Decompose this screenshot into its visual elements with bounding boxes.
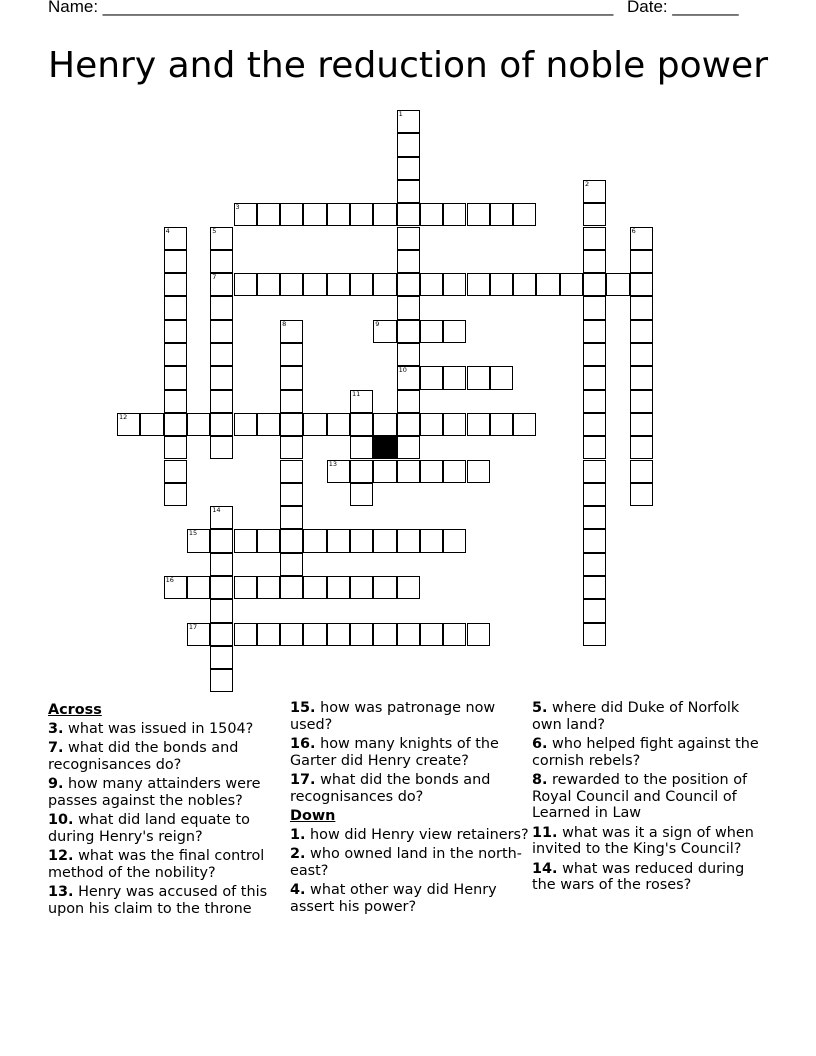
grid-cell[interactable] (280, 460, 303, 483)
grid-cell[interactable] (397, 366, 420, 389)
grid-cell[interactable] (280, 483, 303, 506)
clue-across-7 (48, 740, 288, 773)
grid-cell[interactable] (467, 460, 490, 483)
clue-text: what other way did Henry assert his power? (290, 882, 497, 915)
grid-cell[interactable] (583, 436, 606, 459)
grid-cell[interactable] (350, 390, 373, 413)
grid-cell[interactable] (420, 529, 443, 552)
grid-cell[interactable] (583, 576, 606, 599)
grid-cell[interactable] (536, 273, 559, 296)
grid-cell[interactable] (164, 227, 187, 250)
grid-cell[interactable] (630, 227, 653, 250)
grid-cell[interactable] (443, 529, 466, 552)
grid-cell[interactable] (513, 203, 536, 226)
clue-number: 1. (290, 826, 306, 843)
cell-number: 16 (165, 576, 174, 584)
grid-cell[interactable] (210, 296, 233, 319)
grid-cell[interactable] (350, 460, 373, 483)
grid-cell[interactable] (303, 576, 326, 599)
grid-cell[interactable] (630, 320, 653, 343)
name-field-label: Name: ______________________________________________________ (48, 0, 614, 16)
grid-cell[interactable] (397, 273, 420, 296)
grid-cell[interactable] (210, 576, 233, 599)
grid-cell[interactable] (164, 576, 187, 599)
grid-cell[interactable] (187, 576, 210, 599)
grid-cell[interactable] (257, 529, 280, 552)
clue-down-8 (532, 772, 772, 822)
clue-down-4 (290, 882, 530, 915)
cell-number: 1 (398, 110, 403, 118)
cell-number: 10 (398, 366, 407, 375)
grid-cell[interactable] (350, 483, 373, 506)
grid-cell[interactable] (350, 273, 373, 296)
cell-number: 9 (375, 319, 380, 328)
grid-cell[interactable] (630, 413, 653, 436)
grid-cell[interactable] (420, 413, 443, 436)
cell-number: 13 (328, 459, 337, 468)
grid-cell[interactable] (257, 413, 280, 436)
cell-number: 7 (212, 273, 217, 282)
clue-across-17 (290, 772, 530, 805)
grid-cell[interactable] (280, 576, 303, 599)
grid-cell[interactable] (280, 623, 303, 646)
grid-cell[interactable] (397, 110, 420, 133)
grid-cell[interactable] (420, 320, 443, 343)
grid-cell[interactable] (140, 413, 163, 436)
grid-cell[interactable] (280, 366, 303, 389)
grid-cell[interactable] (280, 413, 303, 436)
clue-text: how did Henry view retainers? (305, 826, 529, 843)
grid-cell[interactable] (257, 203, 280, 226)
grid-cell[interactable] (513, 413, 536, 436)
clue-number: 2. (290, 846, 306, 862)
grid-cell[interactable] (583, 180, 606, 203)
grid-cell[interactable] (210, 413, 233, 436)
grid-cell[interactable] (583, 273, 606, 296)
clue-down-5 (532, 700, 772, 733)
grid-cell[interactable] (443, 203, 466, 226)
clue-number: 9. (48, 776, 64, 792)
grid-cell[interactable] (164, 296, 187, 319)
grid-cell[interactable] (164, 483, 187, 506)
grid-cell[interactable] (280, 203, 303, 226)
grid-cell[interactable] (560, 273, 583, 296)
grid-cell[interactable] (583, 413, 606, 436)
grid-cell[interactable] (490, 273, 513, 296)
grid-cell[interactable] (583, 366, 606, 389)
grid-cell[interactable] (210, 250, 233, 273)
grid-cell[interactable] (583, 343, 606, 366)
grid-cell[interactable] (303, 413, 326, 436)
grid-cell[interactable] (303, 273, 326, 296)
clue-number: 11. (532, 824, 558, 841)
grid-cell[interactable] (280, 436, 303, 459)
clue-text: what was it a sign of when invited to the King's Council? (532, 824, 754, 857)
grid-cell[interactable] (280, 390, 303, 413)
grid-cell[interactable] (234, 529, 257, 552)
cell-number: 8 (282, 319, 287, 328)
grid-cell[interactable] (164, 460, 187, 483)
grid-cell[interactable] (327, 273, 350, 296)
cell-number: 12 (119, 412, 128, 421)
clue-text: how was patronage now used? (290, 700, 496, 733)
across-heading: Across (48, 702, 102, 718)
grid-cell[interactable] (350, 623, 373, 646)
grid-cell[interactable] (397, 133, 420, 156)
grid-cell[interactable] (630, 343, 653, 366)
grid-cell[interactable] (164, 320, 187, 343)
clue-text: how many knights of the Garter did Henry create? (290, 736, 499, 769)
grid-cell[interactable] (397, 529, 420, 552)
grid-cell[interactable] (630, 390, 653, 413)
grid-cell[interactable] (443, 366, 466, 389)
clue-number: 13. (48, 884, 74, 900)
grid-cell[interactable] (210, 227, 233, 250)
grid-cell[interactable] (583, 506, 606, 529)
grid-cell[interactable] (164, 390, 187, 413)
grid-cell[interactable] (164, 343, 187, 366)
cell-number: 2 (585, 179, 590, 188)
grid-cell[interactable] (210, 529, 233, 552)
grid-cell[interactable] (257, 576, 280, 599)
clue-text: rewarded to the position of Royal Council and Council of Learned in Law (532, 772, 748, 821)
clue-across-15 (290, 700, 530, 733)
grid-cell[interactable] (234, 273, 257, 296)
grid-cell[interactable] (443, 320, 466, 343)
clue-across-10 (48, 812, 288, 845)
clue-text: what was issued in 1504? (63, 720, 254, 737)
cell-number: 15 (188, 529, 198, 538)
clue-column-1 (48, 700, 288, 920)
grid-cell[interactable] (210, 320, 233, 343)
grid-cell[interactable] (490, 366, 513, 389)
cell-number: 11 (352, 389, 361, 398)
grid-cell[interactable] (583, 250, 606, 273)
grid-cell[interactable] (630, 296, 653, 319)
clue-across-16 (290, 736, 530, 769)
grid-cell[interactable] (187, 623, 210, 646)
grid-cell[interactable] (583, 203, 606, 226)
grid-cell[interactable] (350, 436, 373, 459)
clue-column-3 (532, 700, 772, 897)
grid-cell[interactable] (630, 483, 653, 506)
clue-text: where did Duke of Norfolk own land? (532, 700, 740, 733)
grid-cell[interactable] (583, 296, 606, 319)
grid-cell[interactable] (210, 343, 233, 366)
grid-cell[interactable] (397, 390, 420, 413)
grid-cell[interactable] (397, 227, 420, 250)
grid-cell[interactable] (630, 460, 653, 483)
page-title: Henry and the reduction of noble power (48, 45, 768, 86)
grid-cell[interactable] (467, 623, 490, 646)
grid-cell[interactable] (397, 320, 420, 343)
clue-down-1 (290, 827, 530, 844)
grid-cell[interactable] (583, 623, 606, 646)
grid-cell[interactable] (420, 203, 443, 226)
clue-number: 8. (532, 772, 548, 788)
grid-cell[interactable] (327, 413, 350, 436)
grid-cell[interactable] (397, 436, 420, 459)
grid-cell[interactable] (210, 599, 233, 622)
grid-cell[interactable] (373, 203, 396, 226)
grid-cell[interactable] (467, 413, 490, 436)
grid-cell[interactable] (397, 576, 420, 599)
clue-number: 10. (48, 812, 74, 828)
grid-cell[interactable] (303, 529, 326, 552)
grid-cell[interactable] (164, 366, 187, 389)
grid-cell[interactable] (630, 436, 653, 459)
grid-cell[interactable] (420, 366, 443, 389)
grid-cell[interactable] (420, 460, 443, 483)
grid-cell[interactable] (420, 623, 443, 646)
grid-cell[interactable] (350, 529, 373, 552)
grid-cell[interactable] (397, 623, 420, 646)
grid-cell[interactable] (397, 250, 420, 273)
grid-cell[interactable] (327, 529, 350, 552)
grid-cell[interactable] (164, 436, 187, 459)
grid-cell[interactable] (397, 460, 420, 483)
grid-cell[interactable] (443, 623, 466, 646)
clue-down-6 (532, 736, 772, 769)
clue-across-13 (48, 884, 288, 917)
grid-cell[interactable] (327, 623, 350, 646)
grid-cell[interactable] (583, 320, 606, 343)
grid-cell[interactable] (303, 623, 326, 646)
grid-cell[interactable] (373, 273, 396, 296)
grid-cell[interactable] (373, 576, 396, 599)
grid-cell[interactable] (490, 413, 513, 436)
clue-text: who owned land in the north-east? (290, 846, 522, 879)
clue-text: Henry was accused of this upon his claim to the throne (48, 884, 268, 917)
grid-cell[interactable] (397, 343, 420, 366)
cell-number: 17 (188, 622, 198, 631)
grid-cell[interactable] (350, 576, 373, 599)
clue-number: 5. (532, 700, 548, 716)
grid-cell[interactable] (210, 273, 233, 296)
grid-cell[interactable] (164, 273, 187, 296)
grid-cell[interactable] (397, 413, 420, 436)
grid-cell[interactable] (350, 413, 373, 436)
grid-cell[interactable] (164, 413, 187, 436)
grid-cell[interactable] (187, 413, 210, 436)
clue-number: 17. (290, 772, 316, 788)
grid-cell[interactable] (467, 366, 490, 389)
grid-cell[interactable] (257, 623, 280, 646)
grid-cell[interactable] (280, 506, 303, 529)
grid-cell[interactable] (490, 203, 513, 226)
grid-cell[interactable] (443, 460, 466, 483)
grid-cell[interactable] (443, 273, 466, 296)
grid-cell[interactable] (210, 646, 233, 669)
grid-cell[interactable] (397, 180, 420, 203)
grid-cell[interactable] (583, 529, 606, 552)
blocked-cell (373, 436, 396, 459)
grid-cell[interactable] (630, 273, 653, 296)
grid-cell[interactable] (280, 343, 303, 366)
cell-number: 4 (165, 226, 170, 235)
clue-column-2 (290, 700, 530, 918)
clue-down-14 (532, 861, 772, 894)
grid-cell[interactable] (327, 460, 350, 483)
clue-number: 14. (532, 860, 558, 877)
grid-cell[interactable] (443, 413, 466, 436)
grid-cell[interactable] (210, 623, 233, 646)
grid-cell[interactable] (303, 203, 326, 226)
clue-text: what was the final control method of the nobility? (48, 848, 265, 881)
grid-cell[interactable] (630, 250, 653, 273)
grid-cell[interactable] (397, 157, 420, 180)
clue-number: 12. (48, 848, 74, 864)
grid-cell[interactable] (350, 203, 373, 226)
clue-number: 6. (532, 736, 548, 752)
grid-cell[interactable] (583, 227, 606, 250)
grid-cell[interactable] (467, 273, 490, 296)
grid-cell[interactable] (187, 529, 210, 552)
down-heading: Down (290, 808, 336, 824)
grid-cell[interactable] (583, 390, 606, 413)
clue-down-11 (532, 825, 772, 858)
grid-cell[interactable] (373, 320, 396, 343)
grid-cell[interactable] (210, 669, 233, 692)
clue-across-3 (48, 721, 288, 738)
clue-number: 7. (48, 740, 64, 756)
grid-cell[interactable] (420, 273, 443, 296)
grid-cell[interactable] (280, 553, 303, 576)
clue-text: what did the bonds and recognisances do? (48, 740, 239, 773)
clue-down-2 (290, 846, 530, 879)
grid-cell[interactable] (234, 623, 257, 646)
clue-across-12 (48, 848, 288, 881)
grid-cell[interactable] (397, 296, 420, 319)
clue-text: what did the bonds and recognisances do? (290, 772, 491, 805)
grid-cell[interactable] (583, 483, 606, 506)
grid-cell[interactable] (373, 460, 396, 483)
grid-cell[interactable] (397, 203, 420, 226)
grid-cell[interactable] (280, 529, 303, 552)
cell-number: 6 (631, 226, 636, 235)
clue-text: how many attainders were passes against the nobles? (48, 776, 261, 809)
grid-cell[interactable] (234, 203, 257, 226)
grid-cell[interactable] (606, 273, 629, 296)
grid-cell[interactable] (257, 273, 280, 296)
grid-cell[interactable] (467, 203, 490, 226)
cell-number: 5 (212, 226, 217, 235)
grid-cell[interactable] (280, 320, 303, 343)
grid-cell[interactable] (234, 413, 257, 436)
clue-text: who helped fight against the cornish rebels? (532, 736, 759, 769)
date-field-label: Date: _______ (627, 0, 739, 16)
grid-cell[interactable] (327, 203, 350, 226)
grid-cell[interactable] (234, 576, 257, 599)
grid-cell[interactable] (513, 273, 536, 296)
clue-text: what was reduced during the wars of the roses? (532, 860, 745, 893)
grid-cell[interactable] (210, 390, 233, 413)
grid-cell[interactable] (280, 273, 303, 296)
clue-number: 3. (48, 720, 64, 737)
grid-cell[interactable] (117, 413, 140, 436)
cell-number: 3 (235, 203, 240, 212)
grid-cell[interactable] (583, 460, 606, 483)
cell-number: 14 (212, 506, 221, 515)
grid-cell[interactable] (373, 623, 396, 646)
grid-cell[interactable] (583, 599, 606, 622)
grid-cell[interactable] (373, 413, 396, 436)
grid-cell[interactable] (210, 366, 233, 389)
grid-cell[interactable] (583, 553, 606, 576)
grid-cell[interactable] (210, 553, 233, 576)
clue-text: what did land equate to during Henry's reign? (48, 812, 250, 845)
grid-cell[interactable] (373, 529, 396, 552)
clue-across-9 (48, 776, 288, 809)
grid-cell[interactable] (630, 366, 653, 389)
clue-number: 4. (290, 882, 306, 898)
clue-number: 16. (290, 736, 316, 752)
grid-cell[interactable] (164, 250, 187, 273)
grid-cell[interactable] (210, 506, 233, 529)
grid-cell[interactable] (210, 436, 233, 459)
grid-cell[interactable] (327, 576, 350, 599)
clue-number: 15. (290, 700, 316, 716)
